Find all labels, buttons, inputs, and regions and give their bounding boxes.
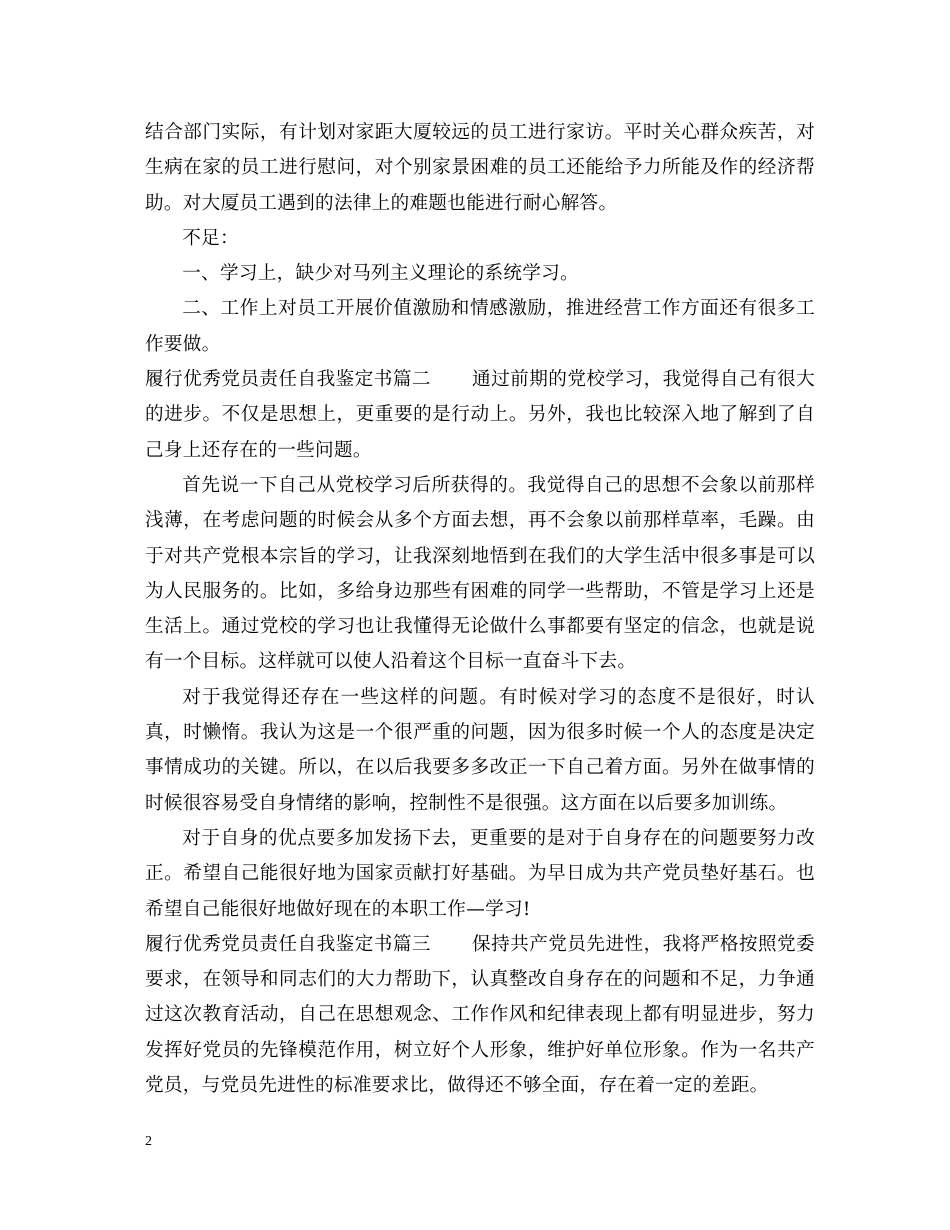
paragraph-shortcomings-label: 不足： [182, 227, 239, 249]
section-three-heading: 履行优秀党员责任自我鉴定书篇三 [145, 933, 431, 955]
paragraph-shortcoming-two: 二、工作上对员工开展价值激励和情感激励，推进经营工作方面还有很多工作要做。 [145, 298, 815, 355]
paragraph-shortcoming-one: 一、学习上，缺少对马列主义理论的系统学习。 [182, 263, 579, 285]
paragraph-gains: 首先说一下自己从党校学习后所获得的。我觉得自己的思想不会象以前那样浅薄，在考虑问题的时候会从多个方面去想，再不会象以前那样草率，毛躁。由于对共产党根本宗旨的学习，让我深刻地悟到在我们的大学生活中很多事是可以为人民服务的。比如，多给身边那些有困难的同学一些帮助，不管是学习上还是生活上。通过党校的学习也让我懂得无论做什么事都要有坚定的信念，也就是说有一个目标。这样就可以使人沿着这个目标一直奋斗下去。 [145, 474, 815, 673]
section-two-text: 通过前期的党校学习，我觉得自己有很大的进步。不仅是思想上，更重要的是行动上。另外，我也比较深入地了解到了自己身上还存在的一些问题。 [145, 369, 815, 461]
paragraph-family-visits: 结合部门实际，有计划对家距大厦较远的员工进行家访。平时关心群众疾苦，对生病在家的员工进行慰问，对个别家景困难的员工还能给予力所能及作的经济帮助。对大厦员工遇到的法律上的难题也能进行耐心解答。 [145, 122, 815, 214]
section-three-text: 保持共产党员先进性，我将严格按照党委要求，在领导和同志们的大力帮助下，认真整改自身存在的问题和不足，力争通过这次教育活动，自己在思想观念、工作作风和纪律表现上都有明显进步，努力发挥好党员的先锋模范作用，树立好个人形象，维护好单位形象。作为一名共产党员，与党员先进性的标准要求比，做得还不够全面，存在着一定的差距。 [145, 933, 815, 1097]
section-two-heading: 履行优秀党员责任自我鉴定书篇二 [145, 369, 431, 391]
paragraph-section-three [145, 927, 815, 1103]
paragraph-problems: 对于我觉得还存在一些这样的问题。有时候对学习的态度不是很好，时认真，时懒惰。我认为这是一个很严重的问题，因为很多时候一个人的态度是决定事情成功的关键。所以，在以后我要多多改正一下自己着方面。另外在做事情的时候很容易受自身情绪的影响，控制性不是很强。这方面在以后要多加训练。 [145, 686, 815, 814]
paragraph-strengths: 对于自身的优点要多加发扬下去，更重要的是对于自身存在的问题要努力改正。希望自己能很好地为国家贡献打好基础。为早日成为共产党员垫好基石。也希望自己能很好地做好现在的本职工作—学习! [145, 827, 815, 920]
document-body [145, 115, 815, 1103]
paragraph-section-two [145, 362, 815, 468]
page-number: 2 [145, 1134, 152, 1149]
